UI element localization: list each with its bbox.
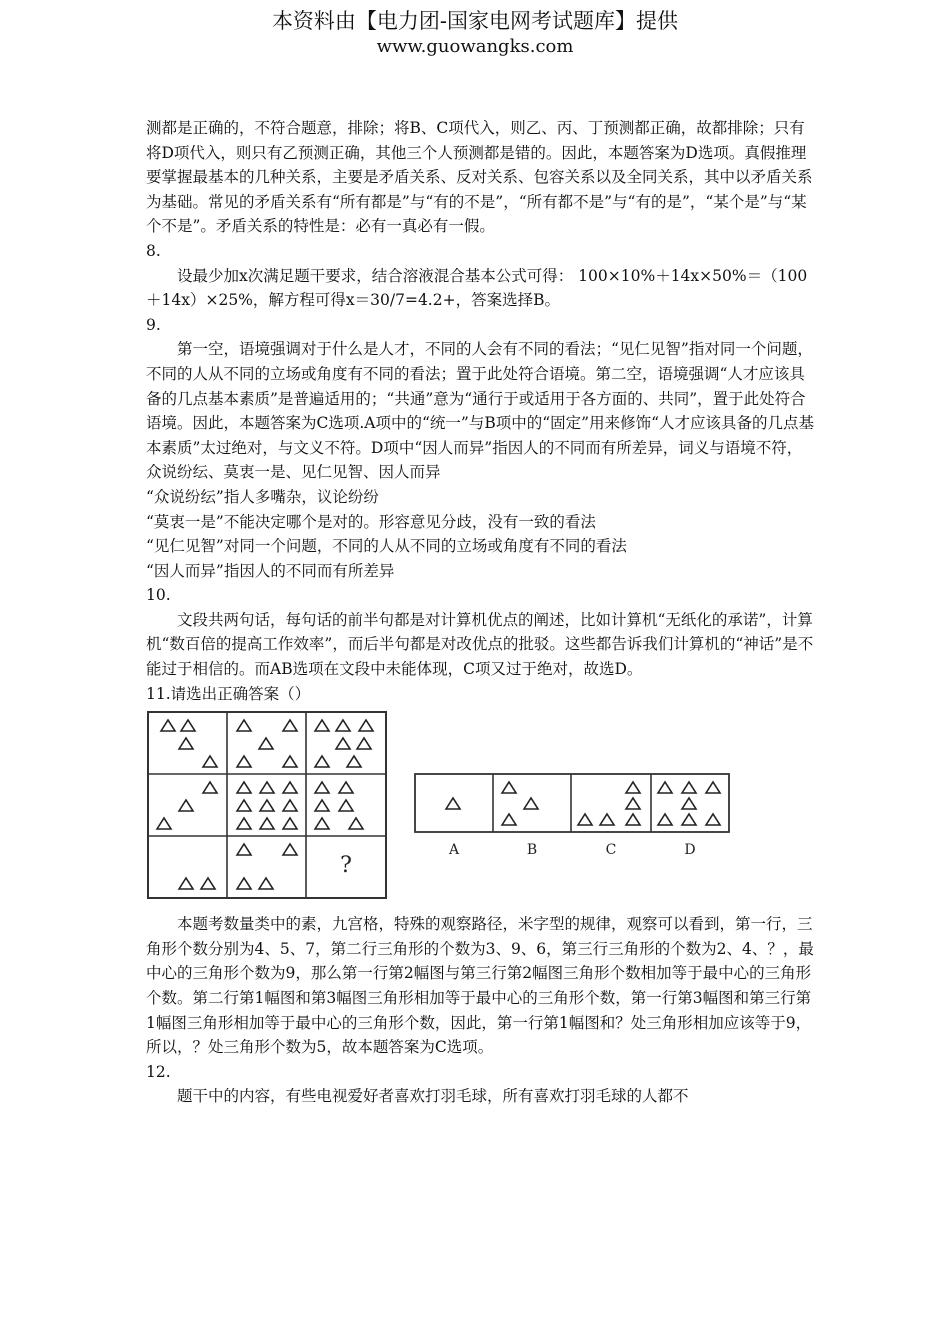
- option-label-b: B: [526, 842, 538, 859]
- option-label-c: C: [605, 842, 617, 859]
- definition-4: “因人而异”指因人的不同而有所差异: [146, 561, 395, 580]
- answer-9: 第一空，语境强调对于什么是人才，不同的人会有不同的看法；“见仁见智”指对同一个问题，不同的人从不同的立场或角度有不同的看法；置于此处符合语境。第二空，语境强调“人才应该具备的几点基本素质”是普遍适用的；“共通”意为“通行于或适用于各方面的、共同”，置于此处符合语境。因此，本题答案为C选项.A项中的“统一”与B项中的“固定”用来修饰“人才应该具备的几点基本素质”太过绝对，与文义不符。D项中“因人而异”指因人的不同而有所差异，词义与语境不符，众说纷纭、莫衷一是、见仁见智、因人而异: [146, 340, 814, 482]
- definition-3: “见仁见智”对同一个问题，不同的人从不同的立场或角度有不同的看法: [146, 537, 627, 556]
- answer-options: [413, 772, 733, 862]
- page-header: [0, 8, 950, 59]
- answer-12: 题干中的内容，有些电视爱好者喜欢打羽毛球，所有喜欢打羽毛球的人都不: [177, 1087, 689, 1106]
- header-title: 本资料由【电力团-国家电网考试题库】提供: [271, 9, 679, 33]
- option-label-a: A: [448, 842, 460, 859]
- question-number-10: 10.: [146, 586, 171, 605]
- answer-10: 文段共两句话，每句话的前半句都是对计算机优点的阐述，比如计算机“无纸化的承诺”，计算机“数百倍的提高工作效率”，而后半句都是对改优点的批驳。这些都告诉我们计算机的“神话”是不能过于相信的。而AB选项在文段中未能体现，C项又过于绝对，故选D。: [146, 610, 814, 679]
- question-11: 11.请选出正确答案（）: [146, 684, 311, 703]
- definition-2: “莫衷一是”不能决定哪个是对的。形容意见分歧，没有一致的看法: [146, 512, 596, 531]
- question-number-8: 8.: [146, 241, 161, 260]
- header-url: www.guowangks.com: [376, 36, 574, 57]
- question-number-9: 9.: [146, 315, 161, 334]
- question-number-12: 12.: [146, 1062, 171, 1081]
- question-mark: ?: [340, 853, 352, 879]
- question-11-figure: [146, 710, 814, 906]
- definition-1: “众说纷纭”指人多嘴杂，议论纷纷: [146, 487, 379, 506]
- nine-grid-puzzle: [146, 710, 390, 902]
- option-label-d: D: [684, 842, 696, 859]
- answer-8: 设最少加x次满足题干要求，结合溶液混合基本公式可得： 100×10%＋14x×50%＝（100＋14x）×25%，解方程可得x＝30/7=4.2+，答案选择B。: [146, 266, 808, 310]
- answer-11: 本题考数量类中的素，九宫格，特殊的观察路径，米字型的规律，观察可以看到，第一行，三角形个数分别为4、5、7，第二行三角形的个数为3、9、6，第三行三角形的个数为2、4、？，最中心的三角形个数为9，那么第一行第2幅图与第三行第2幅图三角形个数相加等于最中心的三角形个数。第二行第1幅图和第3幅图三角形相加等于最中心的三角形个数，第一行第3幅图和第三行第1幅图三角形相加等于最中心的三角形个数，因此，第一行第1幅图和？处三角形相加应该等于9，所以，？处三角形个数为5，故本题答案为C选项。: [146, 915, 814, 1057]
- paragraph-7-continued: 测都是正确的，不符合题意，排除；将B、C项代入，则乙、丙、丁预测都正确，故都排除；只有将D项代入，则只有乙预测正确，其他三个人预测都是错的。因此，本题答案为D选项。真假推理要掌握最基本的几种关系，主要是矛盾关系、反对关系、包容关系以及全同关系，其中以矛盾关系为基础。常见的矛盾关系有“所有都是”与“有的不是”，“所有都不是”与“有的是”，“某个是”与“某个不是”。矛盾关系的特性是：必有一真必有一假。: [146, 119, 813, 236]
- answer-content: [146, 116, 814, 1109]
